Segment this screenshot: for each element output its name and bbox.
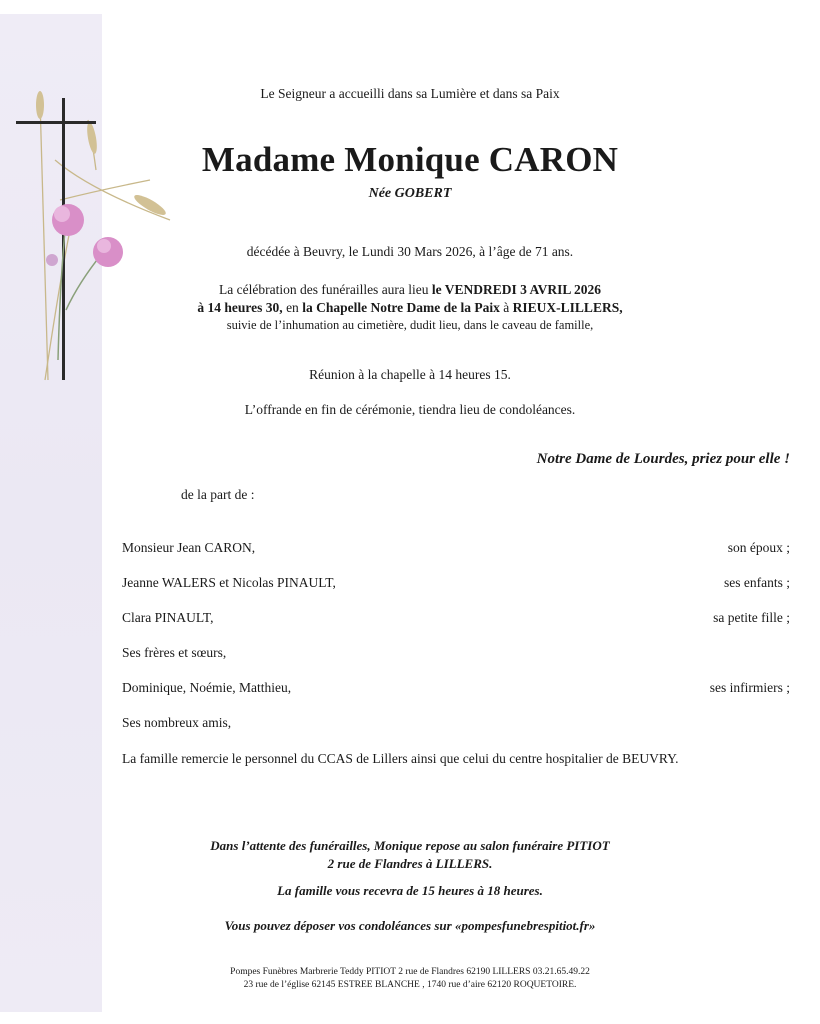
funeral-home-line-2: 2 rue de Flandres à LILLERS.	[327, 856, 493, 871]
from-label: de la part de :	[181, 487, 255, 502]
ceremony-time: à 14 heures 30,	[197, 300, 283, 315]
family-relation: ses enfants ;	[724, 575, 790, 590]
family-name: Ses frères et sœurs,	[122, 645, 227, 660]
cross-and-flowers-illustration	[0, 80, 180, 400]
family-row	[122, 645, 790, 663]
reunion-line: Réunion à la chapelle à 14 heures 15.	[309, 367, 511, 382]
funeral-home-line-1: Dans l’attente des funérailles, Monique repose au salon funéraire PITIOT	[210, 838, 610, 853]
ceremony-text: La célébration des funérailles aura lieu	[219, 282, 432, 297]
visiting-hours: La famille vous recevra de 15 heures à 18 heures.	[277, 883, 543, 898]
family-relation: sa petite fille ;	[713, 610, 790, 625]
ceremony-date: le VENDREDI 3 AVRIL 2026	[431, 282, 601, 297]
family-relation: son époux ;	[727, 540, 790, 555]
maiden-name: Née GOBERT	[368, 186, 452, 201]
family-relation: ses infirmiers ;	[709, 680, 790, 695]
ceremony-line-3: suivie de l’inhumation au cimetière, dudit lieu, dans le caveau de famille,	[226, 318, 594, 332]
family-name: Ses nombreux amis,	[122, 715, 232, 730]
family-name: Jeanne WALERS et Nicolas PINAULT,	[122, 575, 336, 590]
family-row	[122, 540, 790, 558]
family-name: Monsieur Jean CARON,	[122, 540, 256, 555]
ceremony-line-2	[0, 300, 820, 316]
funeral-director-address-1: Pompes Funèbres Marbrerie Teddy PITIOT 2 rue de Flandres 62190 LILLERS 03.21.65.49.22	[230, 967, 590, 977]
family-name: Dominique, Noémie, Matthieu,	[122, 680, 292, 695]
ceremony-text: à	[499, 300, 513, 315]
death-notice: décédée à Beuvry, le Lundi 30 Mars 2026, à l’âge de 71 ans.	[246, 244, 574, 259]
prayer-line: Notre Dame de Lourdes, priez pour elle !	[536, 451, 790, 467]
family-row	[122, 575, 790, 593]
family-row	[122, 715, 790, 733]
thanks-line: La famille remercie le personnel du CCAS de Lillers ainsi que celui du centre hospitalier de BEUVRY.	[122, 751, 679, 766]
offering-line: L’offrande en fin de cérémonie, tiendra lieu de condoléances.	[244, 402, 576, 417]
family-row	[122, 680, 790, 698]
condolences-line: Vous pouvez déposer vos condoléances sur «pompesfunebrespitiot.fr»	[224, 918, 596, 933]
intro-line: Le Seigneur a accueilli dans sa Lumière et dans sa Paix	[260, 86, 560, 101]
deceased-name: Madame Monique CARON	[201, 140, 619, 179]
ceremony-text: en	[282, 300, 303, 315]
ceremony-place: la Chapelle Notre Dame de la Paix	[302, 300, 500, 315]
funeral-director-address-2: 23 rue de l’église 62145 ESTREE BLANCHE , 1740 rue d’aire 62120 ROQUETOIRE.	[243, 980, 577, 990]
family-name: Clara PINAULT,	[122, 610, 214, 625]
ceremony-town: RIEUX-LILLERS,	[512, 300, 623, 315]
ceremony-line-1	[0, 282, 820, 298]
family-row	[122, 610, 790, 628]
